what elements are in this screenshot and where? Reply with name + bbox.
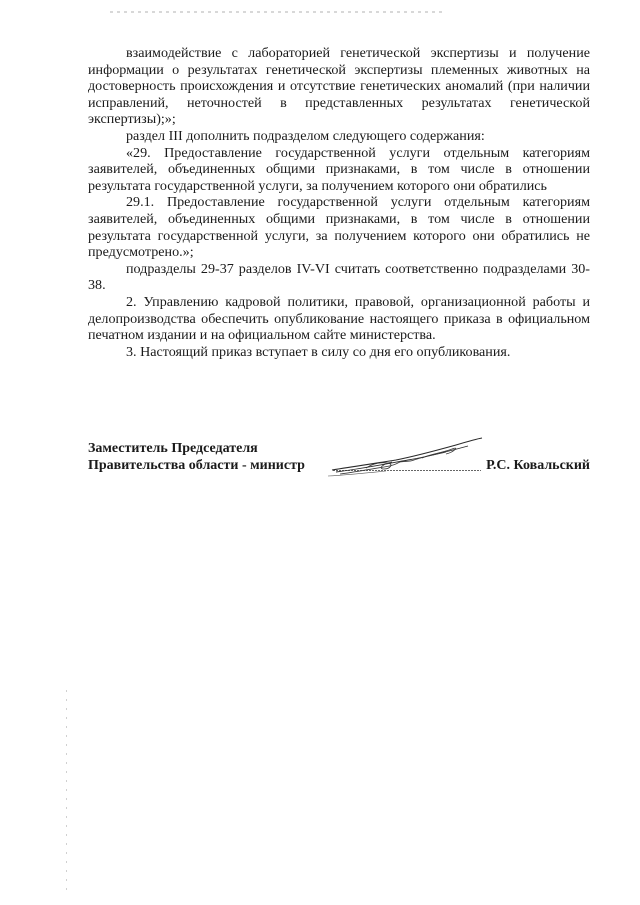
- paragraph-3: «29. Предоставление государственной услуги отдельным категориям заявителей, объединенных общими признаками, в том числе в отношении результата государственной услуги, за получением которого они обратились: [88, 144, 590, 194]
- paragraph-6: 2. Управлению кадровой политики, правовой, организационной работы и делопроизводства обеспечить опубликование настоящего приказа в официальном печатном издании и на официальном сайте министерства.: [88, 293, 590, 344]
- signature-row: [88, 458, 590, 476]
- paragraph-5: подразделы 29-37 разделов IV-VI считать соответственно подразделами 30-38.: [88, 260, 590, 294]
- signatory-name: Р.С. Ковальский: [486, 457, 590, 473]
- paragraph-7: 3. Настоящий приказ вступает в силу со дня его опубликования.: [126, 343, 511, 360]
- paragraph-2: раздел III дополнить подразделом следующего содержания:: [126, 127, 485, 144]
- paragraph-1: взаимодействие с лабораторией генетической экспертизы и получение информации о результатах генетической экспертизы племенных животных на достоверность происхождения и отсутствие генетических аномалий (при наличии исправлений, неточностей в представленных результатах генетической экспертизы);»;: [88, 45, 590, 128]
- signatory-title-line-1: Заместитель Председателя: [88, 441, 258, 456]
- scan-artifact-top: [110, 11, 445, 13]
- signatory-title-line-2: Правительства области - министр: [88, 457, 305, 473]
- paragraph-4: 29.1. Предоставление государственной услуги отдельным категориям заявителей, объединенных общими признаками, в том числе в отношении результата государственной услуги, за получением которого они обратились не предусмотрено.»;: [88, 194, 590, 261]
- handwritten-signature-icon: [326, 436, 486, 480]
- document-body: [88, 45, 590, 360]
- signature-block: [88, 441, 590, 476]
- scan-artifact-left: [66, 690, 67, 895]
